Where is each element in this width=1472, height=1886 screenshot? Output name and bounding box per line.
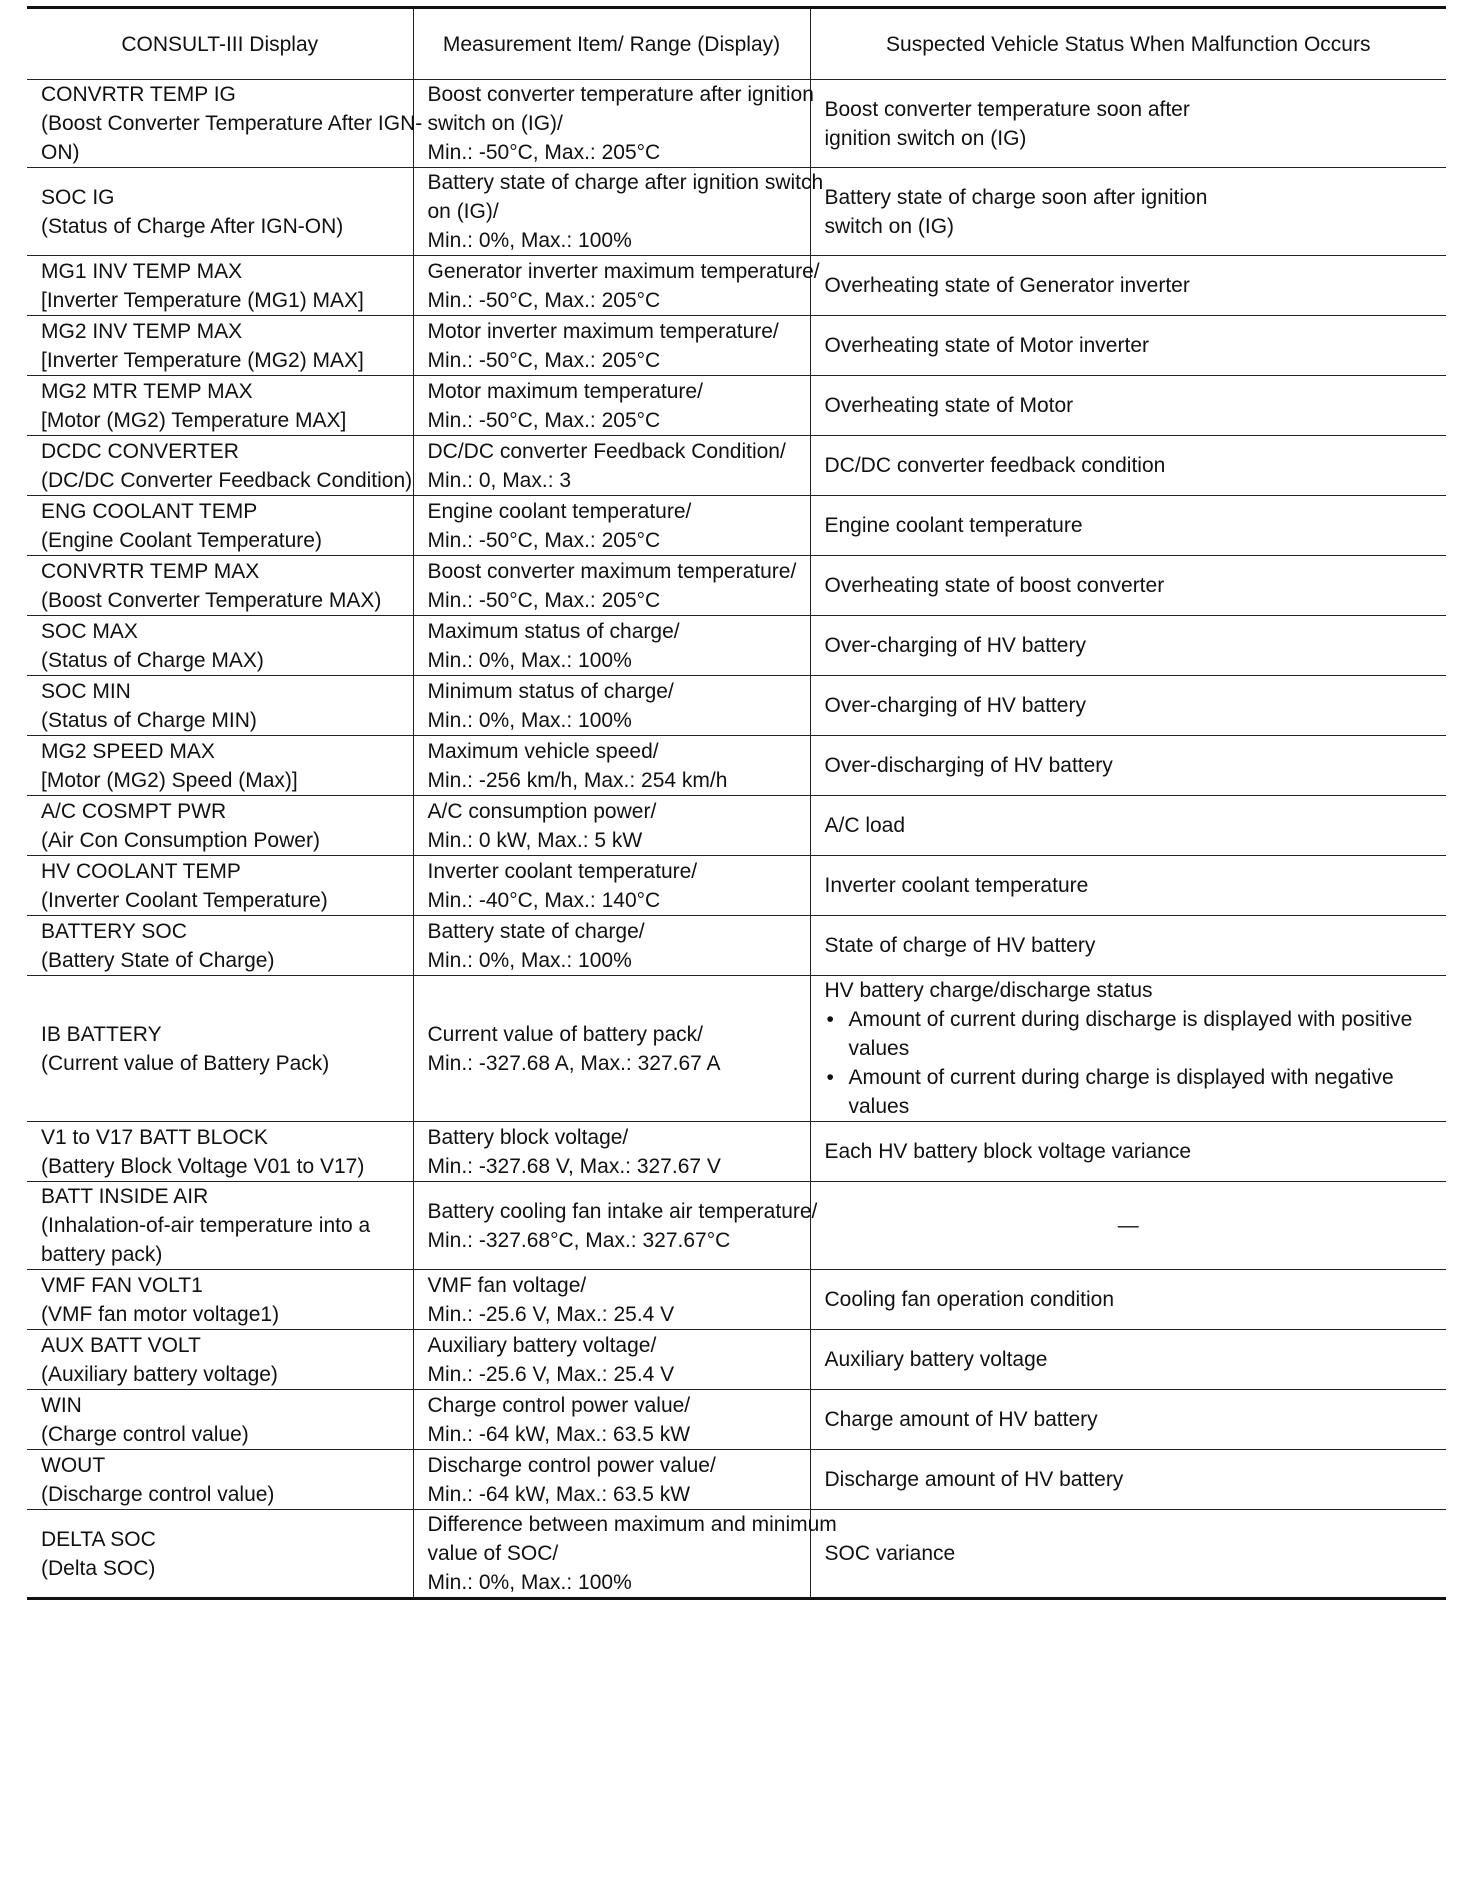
suspected-status-cell	[810, 436, 1446, 496]
consult-display-line: MG1 INV TEMP MAX	[41, 259, 243, 283]
suspected-status-line: Overheating state of Motor inverter	[824, 334, 1149, 357]
suspected-status-line: Over-discharging of HV battery	[824, 754, 1113, 777]
suspected-status-line: Auxiliary battery voltage	[824, 1348, 1048, 1371]
measurement-range-line: Maximum vehicle speed/	[427, 739, 659, 763]
measurement-range-line: Battery state of charge after ignition switch	[427, 171, 824, 194]
consult-display-line: [Motor (MG2) Temperature MAX]	[41, 408, 347, 432]
measurement-range-line: Min.: 0%, Max.: 100%	[427, 948, 632, 972]
measurement-range-cell	[413, 916, 810, 976]
consult-display-cell	[27, 436, 413, 496]
consult-display-line: (Status of Charge After IGN-ON)	[41, 214, 344, 238]
suspected-status-cell	[810, 168, 1446, 256]
consult-display-line: WOUT	[41, 1453, 106, 1477]
consult-display-line: CONVRTR TEMP IG	[41, 83, 236, 106]
suspected-status-line: HV battery charge/discharge status	[824, 979, 1153, 1002]
measurement-range-cell	[413, 736, 810, 796]
measurement-range-line: Min.: -327.68 V, Max.: 327.67 V	[427, 1154, 721, 1178]
suspected-status-line: Engine coolant temperature	[824, 514, 1083, 537]
measurement-range-line: Generator inverter maximum temperature/	[427, 259, 820, 283]
consult-display-cell	[27, 1390, 413, 1450]
table-row	[27, 316, 1446, 376]
measurement-range-line: Min.: -40°C, Max.: 140°C	[427, 888, 661, 912]
measurement-range-line: Min.: -64 kW, Max.: 63.5 kW	[427, 1422, 691, 1446]
suspected-status-cell	[810, 1390, 1446, 1450]
measurement-range-cell	[413, 316, 810, 376]
consult-display-cell	[27, 80, 423, 168]
table-row	[27, 376, 1446, 436]
suspected-status-cell	[810, 796, 1446, 856]
measurement-range-cell	[413, 1390, 810, 1450]
consult-display-line: BATT INSIDE AIR	[41, 1185, 209, 1208]
consult-display-line: [Motor (MG2) Speed (Max)]	[41, 768, 298, 792]
suspected-status-cell	[810, 316, 1446, 376]
suspected-status-cell	[810, 1182, 1446, 1270]
measurement-range-line: Min.: -50°C, Max.: 205°C	[427, 408, 661, 432]
measurement-range-cell	[413, 376, 810, 436]
suspected-status-line: Inverter coolant temperature	[824, 874, 1089, 897]
measurement-range-line: switch on (IG)/	[427, 112, 563, 135]
suspected-status-cell	[810, 1270, 1446, 1330]
consult-display-line: (Auxiliary battery voltage)	[41, 1362, 278, 1386]
measurement-range-line: Current value of battery pack/	[427, 1022, 703, 1046]
suspected-status-cell	[810, 736, 1446, 796]
measurement-range-line: Min.: -25.6 V, Max.: 25.4 V	[427, 1302, 675, 1326]
measurement-range-cell	[413, 556, 810, 616]
suspected-status-line: ignition switch on (IG)	[824, 126, 1027, 150]
measurement-range-line: Battery state of charge/	[427, 919, 645, 943]
data-monitor-sheet	[27, 6, 1446, 1600]
data-monitor-table	[27, 6, 1446, 1600]
measurement-range-line: DC/DC converter Feedback Condition/	[427, 439, 786, 463]
consult-display-line: (Current value of Battery Pack)	[41, 1051, 330, 1075]
header-measurement-item	[413, 8, 810, 80]
measurement-range-line: Motor maximum temperature/	[427, 379, 703, 403]
consult-display-line: (VMF fan motor voltage1)	[41, 1302, 280, 1326]
suspected-status-cell	[810, 256, 1446, 316]
table-row	[27, 168, 1446, 256]
table-row	[27, 256, 1446, 316]
measurement-range-line: Min.: 0%, Max.: 100%	[427, 1571, 632, 1594]
suspected-status-line: switch on (IG)	[824, 214, 955, 238]
consult-display-line: DCDC CONVERTER	[41, 439, 239, 463]
consult-display-line: CONVRTR TEMP MAX	[41, 559, 260, 583]
measurement-range-line: Motor inverter maximum temperature/	[427, 319, 779, 343]
status-bullet-item: • Amount of current during discharge is displayed with positive values	[825, 1005, 1433, 1063]
measurement-range-line: Min.: -256 km/h, Max.: 254 km/h	[427, 768, 728, 792]
table-row	[27, 796, 1446, 856]
measurement-range-line: on (IG)/	[427, 200, 499, 223]
measurement-range-line: Auxiliary battery voltage/	[427, 1333, 657, 1357]
table-row	[27, 1390, 1446, 1450]
measurement-range-line: Min.: -50°C, Max.: 205°C	[427, 141, 661, 164]
consult-display-cell	[27, 1122, 413, 1182]
measurement-range-line: Min.: -50°C, Max.: 205°C	[427, 528, 661, 552]
measurement-range-line: Charge control power value/	[427, 1393, 691, 1417]
measurement-range-line: Min.: -50°C, Max.: 205°C	[427, 348, 661, 372]
measurement-range-line: Boost converter maximum temperature/	[427, 559, 797, 583]
table-row	[27, 1510, 1446, 1599]
suspected-status-cell	[810, 856, 1446, 916]
consult-display-line: (Status of Charge MAX)	[41, 648, 264, 672]
suspected-status-line: Discharge amount of HV battery	[824, 1468, 1124, 1491]
consult-display-line: [Inverter Temperature (MG1) MAX]	[41, 288, 364, 312]
consult-display-cell	[27, 168, 413, 256]
measurement-range-cell	[413, 436, 810, 496]
consult-display-line: (Boost Converter Temperature After IGN-	[41, 112, 423, 135]
consult-display-cell	[27, 496, 413, 556]
measurement-range-line: Min.: 0, Max.: 3	[427, 468, 572, 492]
measurement-range-line: Minimum status of charge/	[427, 679, 674, 703]
consult-display-line: ON)	[41, 141, 80, 164]
table-row	[27, 556, 1446, 616]
suspected-status-cell	[810, 676, 1446, 736]
table-row	[27, 1450, 1446, 1510]
table-row	[27, 1270, 1446, 1330]
consult-display-line: ENG COOLANT TEMP	[41, 499, 258, 523]
table-row	[27, 976, 1446, 1122]
consult-display-line: (Status of Charge MIN)	[41, 708, 257, 732]
measurement-range-line: Min.: -50°C, Max.: 205°C	[427, 588, 661, 612]
header-consult-display	[27, 8, 413, 80]
table-row	[27, 616, 1446, 676]
suspected-status-line: Overheating state of Generator inverter	[824, 274, 1190, 297]
suspected-status-line: Each HV battery block voltage variance	[824, 1140, 1192, 1163]
consult-display-cell	[27, 1182, 413, 1270]
status-bullet-item: • Amount of current during charge is displayed with negative values	[825, 1063, 1433, 1121]
suspected-status-line: State of charge of HV battery	[824, 934, 1096, 957]
measurement-range-cell	[413, 616, 810, 676]
consult-display-line: HV COOLANT TEMP	[41, 859, 241, 883]
header-measurement-item-text: Measurement Item/ Range (Display)	[442, 32, 781, 56]
consult-display-line: AUX BATT VOLT	[41, 1333, 201, 1357]
consult-display-line: A/C COSMPT PWR	[41, 799, 227, 823]
suspected-status-cell	[810, 376, 1446, 436]
consult-display-cell	[27, 256, 413, 316]
table-row	[27, 676, 1446, 736]
suspected-status-cell	[810, 1510, 1446, 1599]
suspected-status-line: Cooling fan operation condition	[824, 1288, 1115, 1311]
consult-display-line: (DC/DC Converter Feedback Condition)	[41, 468, 413, 492]
measurement-range-cell	[413, 168, 824, 256]
table-row	[27, 1330, 1446, 1390]
table-row	[27, 1182, 1446, 1270]
measurement-range-line: Min.: -327.68°C, Max.: 327.67°C	[427, 1228, 731, 1252]
consult-display-line: (Boost Converter Temperature MAX)	[41, 588, 382, 612]
header-suspected-status	[810, 8, 1446, 80]
suspected-status-cell	[810, 1122, 1446, 1182]
consult-display-line: (Delta SOC)	[41, 1556, 156, 1580]
consult-display-cell	[27, 736, 413, 796]
consult-display-line: V1 to V17 BATT BLOCK	[41, 1125, 268, 1149]
table-row	[27, 856, 1446, 916]
suspected-status-line: Battery state of charge soon after ignition	[824, 185, 1208, 209]
measurement-range-cell	[413, 1510, 837, 1599]
measurement-range-line: Min.: 0%, Max.: 100%	[427, 229, 632, 252]
measurement-range-cell	[413, 856, 810, 916]
table-row	[27, 916, 1446, 976]
consult-display-cell	[27, 1510, 413, 1599]
table-row	[27, 436, 1446, 496]
table-row	[27, 736, 1446, 796]
suspected-status-cell	[810, 916, 1446, 976]
suspected-status-cell	[810, 1450, 1446, 1510]
suspected-status-line: SOC variance	[824, 1542, 956, 1565]
measurement-range-line: Min.: -64 kW, Max.: 63.5 kW	[427, 1482, 691, 1506]
suspected-status-cell	[810, 616, 1446, 676]
measurement-range-cell	[413, 676, 810, 736]
consult-display-line: DELTA SOC	[41, 1527, 156, 1551]
suspected-status-line: Over-charging of HV battery	[824, 634, 1086, 657]
consult-display-line: (Discharge control value)	[41, 1482, 275, 1506]
suspected-status-cell	[810, 556, 1446, 616]
consult-display-line: (Inhalation-of-air temperature into a	[41, 1214, 371, 1237]
measurement-range-line: Min.: 0%, Max.: 100%	[427, 648, 632, 672]
consult-display-cell	[27, 376, 413, 436]
consult-display-line: SOC MIN	[41, 679, 131, 703]
measurement-range-line: Min.: -327.68 A, Max.: 327.67 A	[427, 1051, 721, 1075]
suspected-status-line: Charge amount of HV battery	[824, 1408, 1098, 1431]
consult-display-cell	[27, 316, 413, 376]
measurement-range-cell	[413, 256, 820, 316]
suspected-status-line: Over-charging of HV battery	[824, 694, 1086, 717]
header-suspected-status-text: Suspected Vehicle Status When Malfunction Occurs	[886, 32, 1371, 56]
measurement-range-line: Battery cooling fan intake air temperature/	[427, 1199, 818, 1223]
consult-display-cell	[27, 976, 413, 1122]
consult-display-cell	[27, 676, 413, 736]
suspected-status-line: A/C load	[824, 814, 906, 837]
measurement-range-line: Engine coolant temperature/	[427, 499, 692, 523]
measurement-range-cell	[413, 1330, 810, 1390]
consult-display-line: IB BATTERY	[41, 1022, 162, 1046]
suspected-status-line: Overheating state of Motor	[824, 394, 1074, 417]
measurement-range-line: Boost converter temperature after ignition	[427, 83, 814, 106]
consult-display-line: SOC MAX	[41, 619, 138, 643]
table-header-row	[27, 8, 1446, 80]
consult-display-line: SOC IG	[41, 185, 115, 209]
consult-display-line: VMF FAN VOLT1	[41, 1273, 203, 1297]
suspected-status-cell	[810, 1330, 1446, 1390]
consult-display-line: MG2 INV TEMP MAX	[41, 319, 243, 343]
measurement-range-cell	[413, 1182, 818, 1270]
suspected-status-line: Boost converter temperature soon after	[824, 97, 1190, 121]
measurement-range-line: value of SOC/	[427, 1542, 559, 1565]
consult-display-line: (Air Con Consumption Power)	[41, 828, 320, 852]
measurement-range-line: Battery block voltage/	[427, 1125, 629, 1149]
consult-display-cell	[27, 1450, 413, 1510]
consult-display-line: battery pack)	[41, 1243, 163, 1266]
consult-display-cell	[27, 856, 413, 916]
table-row	[27, 80, 1446, 168]
consult-display-cell	[27, 796, 413, 856]
measurement-range-line: Maximum status of charge/	[427, 619, 680, 643]
measurement-range-line: Min.: 0%, Max.: 100%	[427, 708, 632, 732]
measurement-range-cell	[413, 976, 810, 1122]
measurement-range-line: VMF fan voltage/	[427, 1273, 587, 1297]
consult-display-cell	[27, 1270, 413, 1330]
measurement-range-cell	[413, 80, 814, 168]
suspected-status-cell	[810, 496, 1446, 556]
measurement-range-line: A/C consumption power/	[427, 799, 657, 823]
measurement-range-line: Inverter coolant temperature/	[427, 859, 698, 883]
consult-display-line: (Charge control value)	[41, 1422, 249, 1446]
consult-display-cell	[27, 556, 413, 616]
consult-display-line: MG2 SPEED MAX	[41, 739, 215, 763]
measurement-range-cell	[413, 1450, 810, 1510]
consult-display-cell	[27, 1330, 413, 1390]
table-body	[27, 80, 1446, 1599]
status-bullet-list	[825, 1005, 1433, 1121]
measurement-range-line: Discharge control power value/	[427, 1453, 716, 1477]
consult-display-line: [Inverter Temperature (MG2) MAX]	[41, 348, 364, 372]
suspected-status-cell	[810, 976, 1446, 1122]
measurement-range-line: Difference between maximum and minimum	[427, 1513, 837, 1536]
consult-display-line: (Engine Coolant Temperature)	[41, 528, 322, 552]
consult-display-line: MG2 MTR TEMP MAX	[41, 379, 253, 403]
measurement-range-line: Min.: -50°C, Max.: 205°C	[427, 288, 661, 312]
consult-display-line: BATTERY SOC	[41, 919, 187, 943]
measurement-range-cell	[413, 1270, 810, 1330]
measurement-range-cell	[413, 796, 810, 856]
header-consult-display-text: CONSULT-III Display	[121, 32, 319, 56]
consult-display-line: WIN	[41, 1393, 82, 1417]
measurement-range-cell	[413, 1122, 810, 1182]
consult-display-line: (Inverter Coolant Temperature)	[41, 888, 328, 912]
consult-display-cell	[27, 916, 413, 976]
table-row	[27, 496, 1446, 556]
consult-display-cell	[27, 616, 413, 676]
measurement-range-line: Min.: 0 kW, Max.: 5 kW	[427, 828, 643, 852]
table-row	[27, 1122, 1446, 1182]
measurement-range-line: Min.: -25.6 V, Max.: 25.4 V	[427, 1362, 675, 1386]
suspected-status-line: —	[1117, 1214, 1139, 1237]
suspected-status-line: Overheating state of boost converter	[824, 574, 1165, 597]
suspected-status-cell	[810, 80, 1446, 168]
consult-display-line: (Battery Block Voltage V01 to V17)	[41, 1154, 365, 1178]
consult-display-line: (Battery State of Charge)	[41, 948, 275, 972]
measurement-range-cell	[413, 496, 810, 556]
suspected-status-line: DC/DC converter feedback condition	[824, 454, 1166, 477]
